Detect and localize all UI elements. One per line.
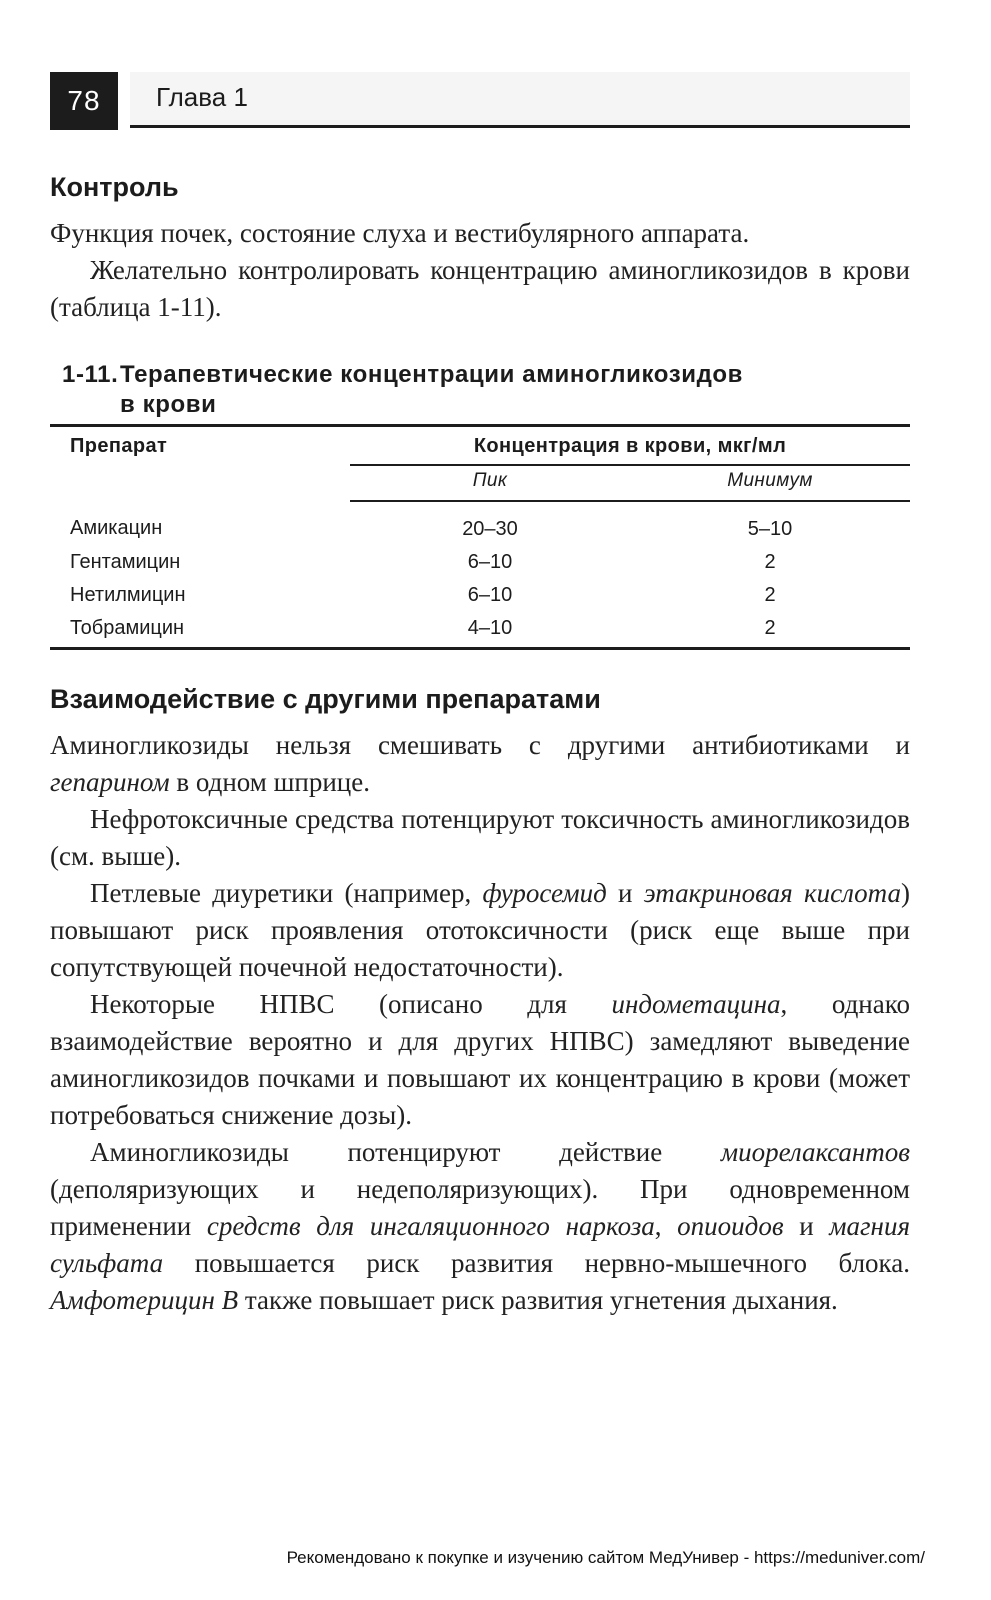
table-number: 1-11. <box>62 361 119 388</box>
min-value: 2 <box>764 583 776 606</box>
drug-name: Тобрамицин <box>50 612 350 649</box>
control-paragraph-2: Желательно контролировать концентрацию аминогликозидов в крови (таблица 1-11). <box>50 255 910 322</box>
concentration-table <box>50 424 910 650</box>
table-row <box>50 612 910 649</box>
page-header <box>50 72 910 132</box>
drug-name: Нетилмицин <box>70 583 186 606</box>
chapter-bar <box>130 72 910 128</box>
interactions-paragraph-2: Нефротоксичные средства потенцируют токсичность аминогликозидов (см. выше). <box>50 804 910 871</box>
peak-value: 6–10 <box>467 583 513 606</box>
min-value: 2 <box>630 612 910 649</box>
footer-note: Рекомендовано к покупке и изучению сайтом МедУнивер - https://meduniver.com/ <box>286 1548 925 1567</box>
min-value: 2 <box>764 550 776 573</box>
peak-value: 4–10 <box>350 612 630 649</box>
drug-name: Гентамицин <box>70 550 181 573</box>
column-header-drug: Препарат <box>70 435 168 457</box>
table-row <box>50 546 910 579</box>
table-row <box>50 501 910 546</box>
interactions-paragraph-4: Некоторые НПВС (описано для индометацина, однако взаимодействие вероятно и для других НПВС) замедляют выведение аминогликозидов почками и повышают их концентрацию в крови (может потребоваться снижение дозы). <box>50 989 910 1130</box>
interactions-paragraph-3: Петлевые диуретики (например, фуросемид и этакриновая кислота) повышают риск проявления ототоксичности (риск еще выше при сопутствующей почечной недостаточности). <box>50 878 910 982</box>
section-heading-interactions: Взаимодействие с другими препаратами <box>50 684 601 714</box>
control-paragraph-1: Функция почек, состояние слуха и вестибулярного аппарата. <box>50 218 750 248</box>
table-title-line1: Терапевтические концентрации аминогликозидов <box>120 361 744 388</box>
table-title-line2: в крови <box>120 391 217 418</box>
table-caption <box>50 360 910 420</box>
subheader-peak: Пик <box>350 465 630 501</box>
drug-name: Амикацин <box>70 517 163 539</box>
table-row <box>50 579 910 612</box>
page-number: 78 <box>50 72 118 130</box>
peak-value: 20–30 <box>462 517 518 540</box>
peak-value: 6–10 <box>467 550 513 573</box>
subheader-minimum: Минимум <box>630 465 910 501</box>
min-value: 5–10 <box>747 517 793 540</box>
column-header-concentration: Концентрация в крови, мкг/мл <box>350 427 910 465</box>
chapter-title: Глава 1 <box>156 82 248 112</box>
interactions-paragraph-1: Аминогликозиды нельзя смешивать с другими антибиотиками и гепарином в одном шприце. <box>50 730 910 797</box>
interactions-paragraph-5: Аминогликозиды потенцируют действие миорелаксантов (деполяризующих и недеполяризующих). При одновременном применении средств для ингаляционного наркоза, опиоидов и магния сульфата повышается риск развития нервно-мышечного блока. Амфотерицин В также повышает риск развития угнетения дыхания. <box>50 1137 911 1315</box>
book-page <box>50 72 910 1319</box>
section-heading-control: Контроль <box>50 172 179 202</box>
